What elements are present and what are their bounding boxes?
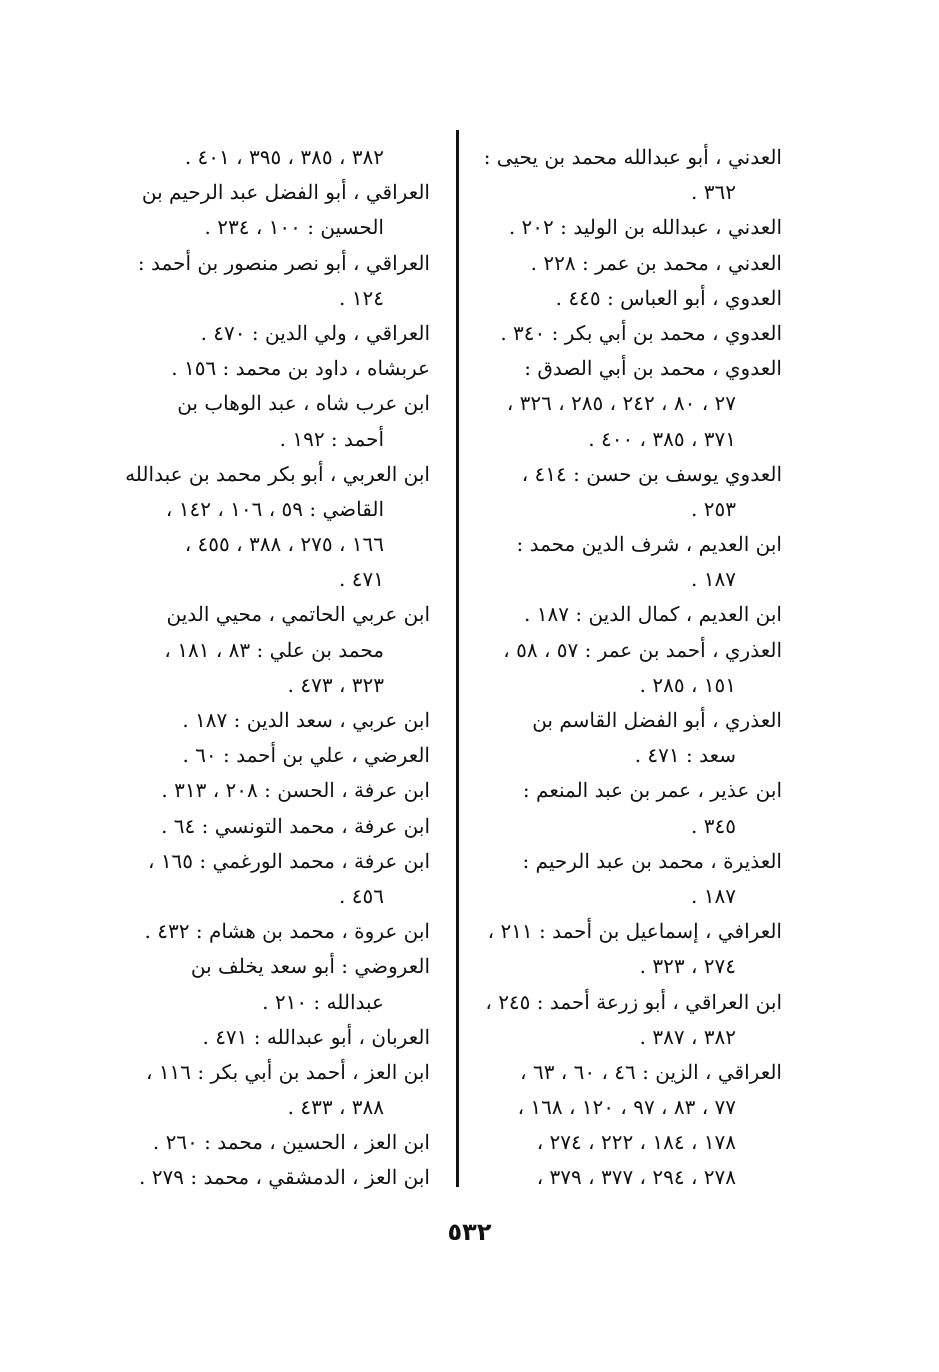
index-line: ١٦٦ ، ٢٧٥ ، ٣٨٨ ، ٤٥٥ ،	[184, 532, 384, 557]
index-line: أحمد : ١٩٢ .	[279, 426, 384, 451]
index-line: ٤٥٦ .	[339, 883, 384, 908]
index-line: ابن العديم ، شرف الدين محمد :	[516, 532, 782, 557]
index-line: العذيرة ، محمد بن عبد الرحيم :	[522, 848, 782, 873]
index-line: ابن عذير ، عمر بن عبد المنعم :	[522, 778, 782, 803]
index-line: ١٢٤ .	[339, 285, 384, 310]
index-line: ٣٨٢ ، ٣٨٧ .	[639, 1024, 736, 1049]
page-number: ٥٣٢	[447, 1218, 492, 1246]
index-line: العراقي ، ولي الدين : ٤٧٠ .	[200, 320, 430, 345]
index-line: العراقي ، أبو الفضل عبد الرحيم بن	[141, 180, 430, 205]
index-line: سعد : ٤٧١ .	[634, 743, 736, 768]
index-line: ابن العديم ، كمال الدين : ١٨٧ .	[524, 602, 782, 627]
column-divider	[456, 130, 459, 1187]
index-line: العروضي : أبو سعد يخلف بن	[190, 954, 430, 979]
index-column-right	[450, 140, 782, 1196]
index-line: العدوي ، محمد بن أبي الصدق :	[524, 356, 782, 381]
index-line: ابن عروة ، محمد بن هشام : ٤٣٢ .	[144, 919, 430, 944]
index-line: ابن عرفة ، الحسن : ٢٠٨ ، ٣١٣ .	[161, 778, 430, 803]
index-line: العدني ، أبو عبدالله محمد بن يحيى :	[483, 145, 782, 169]
index-line: ابن العز ، الحسين ، محمد : ٢٦٠ .	[152, 1130, 430, 1155]
index-line: ١٥١ ، ٢٨٥ .	[639, 672, 736, 697]
index-line: العرافي ، إسماعيل بن أحمد : ٢١١ ،	[487, 919, 782, 944]
index-line: ابن عرفة ، محمد التونسي : ٦٤ .	[161, 813, 430, 838]
index-line: ٣٨٢ ، ٣٨٥ ، ٣٩٥ ، ٤٠١ .	[184, 145, 384, 169]
index-line: ابن العراقي ، أبو زرعة أحمد : ٢٤٥ ،	[485, 989, 782, 1014]
index-line: العدني ، محمد بن عمر : ٢٢٨ .	[530, 250, 782, 275]
index-line: العربان ، أبو عبدالله : ٤٧١ .	[202, 1024, 430, 1049]
index-line: الحسين : ١٠٠ ، ٢٣٤ .	[204, 215, 384, 240]
index-line: ابن عربي الحاتمي ، محيي الدين	[166, 602, 430, 627]
index-column-left	[100, 140, 430, 1196]
index-line: العرضي ، علي بن أحمد : ٦٠ .	[182, 743, 430, 768]
index-line: العدوي ، أبو العباس : ٤٤٥ .	[555, 285, 782, 310]
index-line: ٢٧ ، ٨٠ ، ٢٤٢ ، ٢٨٥ ، ٣٢٦ ،	[506, 391, 736, 416]
index-line: ٣٦٢ .	[691, 180, 736, 205]
index-line: عبدالله : ٢١٠ .	[262, 989, 384, 1014]
index-line: ٣٢٣ ، ٤٧٣ .	[287, 672, 384, 697]
index-line: العراقي ، أبو نصر منصور بن أحمد :	[137, 250, 430, 275]
index-line: ابن العز ، أحمد بن أبي بكر : ١١٦ ،	[146, 1059, 430, 1084]
index-line: ٤٧١ .	[339, 567, 384, 592]
index-line: ٢٧٨ ، ٢٩٤ ، ٣٧٧ ، ٣٧٩ ،	[536, 1165, 736, 1190]
index-line: العذري ، أبو الفضل القاسم بن	[532, 708, 782, 732]
index-line: ٣٧١ ، ٣٨٥ ، ٤٠٠ .	[588, 426, 736, 451]
index-line: القاضي : ٥٩ ، ١٠٦ ، ١٤٢ ،	[165, 496, 384, 521]
index-line: العدوي يوسف بن حسن : ٤١٤ ،	[521, 461, 782, 486]
index-line: محمد بن علي : ٨٣ ، ١٨١ ،	[164, 637, 384, 662]
index-line: ابن العز ، الدمشقي ، محمد : ٢٧٩ .	[139, 1165, 430, 1190]
index-line: ابن عرفة ، محمد الورغمي : ١٦٥ ،	[148, 848, 430, 873]
index-line: ١٨٧ .	[691, 883, 736, 908]
index-line: العراقي ، الزين : ٤٦ ، ٦٠ ، ٦٣ ،	[520, 1059, 782, 1084]
index-line: ٧٧ ، ٨٣ ، ٩٧ ، ١٢٠ ، ١٦٨ ،	[517, 1095, 736, 1120]
index-line: ابن العربي ، أبو بكر محمد بن عبدالله	[125, 461, 430, 486]
index-line: ابن عربي ، سعد الدين : ١٨٧ .	[182, 708, 430, 732]
index-line: ٣٤٥ .	[691, 813, 736, 838]
index-line: العذري ، أحمد بن عمر : ٥٧ ، ٥٨ ،	[503, 637, 782, 662]
index-line: ٣٨٨ ، ٤٣٣ .	[287, 1095, 384, 1120]
index-line: عربشاه ، داود بن محمد : ١٥٦ .	[171, 356, 430, 381]
index-line: العدوي ، محمد بن أبي بكر : ٣٤٠ .	[500, 320, 782, 345]
index-line: ٢٧٤ ، ٣٢٣ .	[639, 954, 736, 979]
index-line: ابن عرب شاه ، عبد الوهاب بن	[177, 391, 430, 416]
index-line: العدني ، عبدالله بن الوليد : ٢٠٢ .	[508, 215, 782, 240]
index-line: ٢٥٣ .	[691, 496, 736, 521]
index-line: ١٧٨ ، ١٨٤ ، ٢٢٢ ، ٢٧٤ ،	[536, 1130, 736, 1155]
index-line: ١٨٧ .	[691, 567, 736, 592]
